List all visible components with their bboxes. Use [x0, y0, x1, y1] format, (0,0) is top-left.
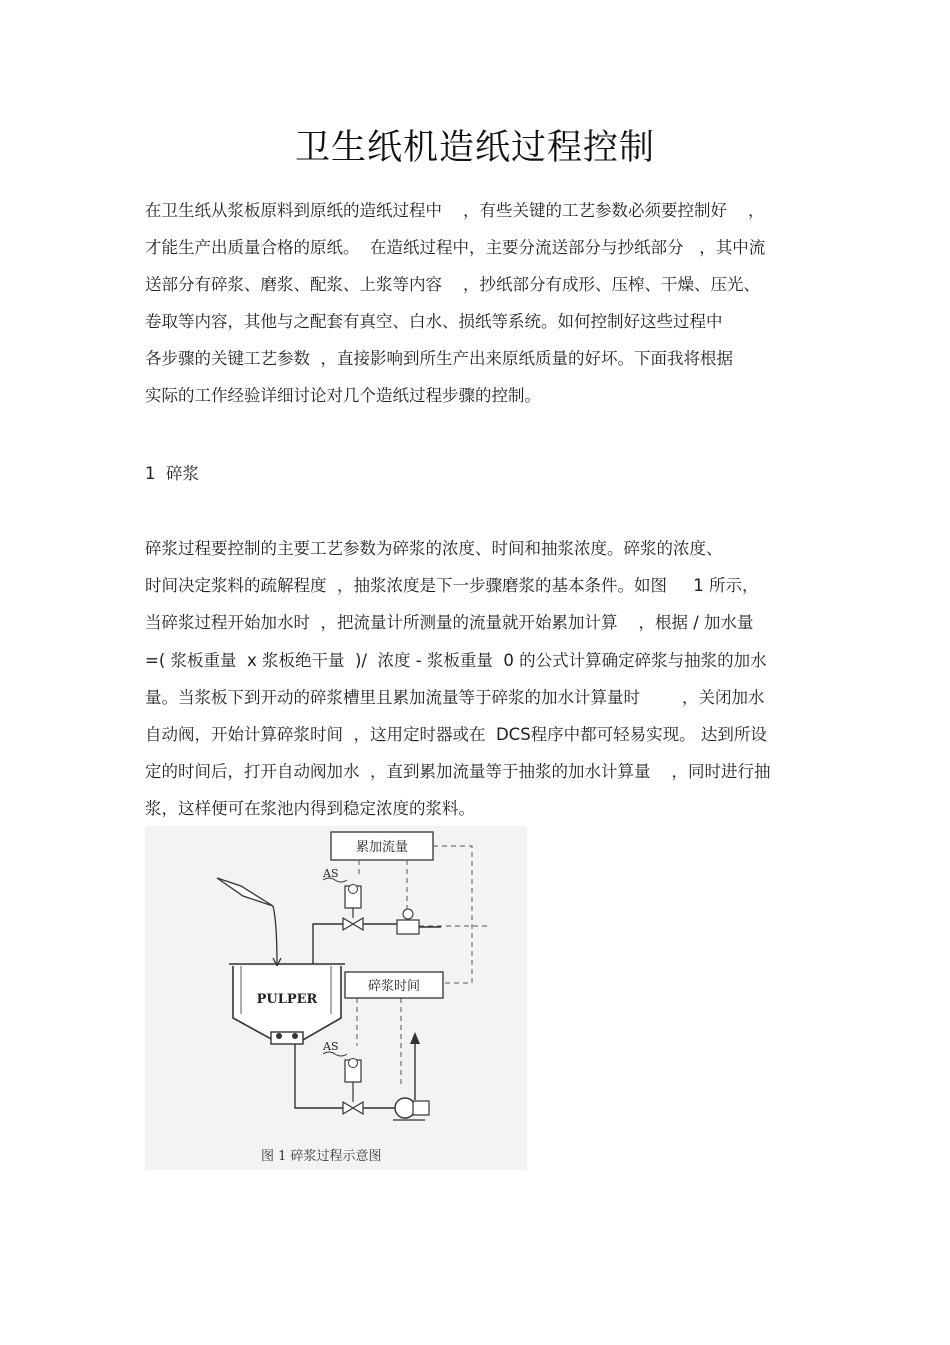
signal-line [433, 846, 472, 983]
bale-conveyor [217, 878, 273, 906]
bale-feed-path [273, 906, 277, 964]
flow-meter-body [397, 920, 419, 934]
paragraph-line: 时间决定浆料的疏解程度 ，抽浆浓度是下一步骤磨浆的基本条件。如图 1 所示， [145, 576, 759, 595]
paragraph-line: 定的时间后，打开自动阀加水 ，直到累加流量等于抽浆的加水计算量 ，同时进行抽 [145, 762, 771, 781]
paragraph-line: 实际的工作经验详细讨论对几个造纸过程步骤的控制。 [145, 386, 541, 405]
as-label: AS [323, 1040, 339, 1053]
paragraph-line: =( 浆板重量 x 浆板绝干量 )/ 浓度 - 浆板重量 0 的公式计算确定碎浆与抽浆的加水 [145, 651, 767, 670]
water-pipe [313, 924, 441, 964]
as-label: AS [323, 867, 339, 880]
paragraph-line: 送部分有碎浆、磨浆、配浆、上浆等内容 ，抄纸部分有成形、压榨、干燥、压光、 [145, 275, 760, 294]
pulping-process-figure [145, 826, 527, 1170]
discharge-arrow-icon [410, 1032, 420, 1044]
page-title: 卫生纸机造纸过程控制 [294, 128, 655, 168]
paragraph-line: 才能生产出质量合格的原纸。 在造纸过程中，主要分流送部分与抄纸部分 ，其中流 [145, 238, 766, 257]
figure-caption: 图 1 碎浆过程示意图 [261, 1149, 382, 1164]
pulper-rotor [271, 1032, 303, 1044]
pulping-timer-label: 碎浆时间 [367, 979, 421, 994]
section-heading: 1 碎浆 [145, 464, 199, 483]
paragraph-line: 在卫生纸从浆板原料到原纸的造纸过程中 ，有些关键的工艺参数必须要控制好 ， [145, 201, 765, 220]
flow-totalizer-label: 累加流量 [355, 840, 409, 855]
paragraph-line: 各步骤的关键工艺参数 ，直接影响到所生产出来原纸质量的好坏。下面我将根据 [145, 349, 733, 368]
pulper-label: PULPER [256, 992, 318, 1007]
paragraph-line: 自动阀，开始计算碎浆时间 ，这用定时器或在 DCS程序中都可轻易实现。 达到所设 [145, 725, 767, 744]
paragraph-line: 浆，这样便可在浆池内得到稳定浓度的浆料。 [145, 799, 475, 818]
stock-pump-icon [395, 1098, 415, 1118]
paragraph-line: 碎浆过程要控制的主要工艺参数为碎浆的浓度、时间和抽浆浓度。碎浆的浓度、 [145, 539, 723, 558]
valve-actuator-icon [349, 885, 358, 894]
valve-actuator-icon [349, 1059, 358, 1068]
paragraph-line: 量。当浆板下到开动的碎浆槽里且累加流量等于碎浆的加水计算量时 ，关闭加水 [145, 688, 765, 707]
paragraph-line: 当碎浆过程开始加水时 ，把流量计所测量的流量就开始累加计算 ，根据 / 加水量 [145, 613, 754, 632]
flow-meter-icon [403, 909, 413, 919]
water-inlet-valve-icon [343, 918, 363, 930]
paragraph-line: 卷取等内容，其他与之配套有真空、白水、损纸等系统。如何控制好这些过程中 [145, 312, 723, 331]
outlet-valve-icon [343, 1102, 363, 1114]
